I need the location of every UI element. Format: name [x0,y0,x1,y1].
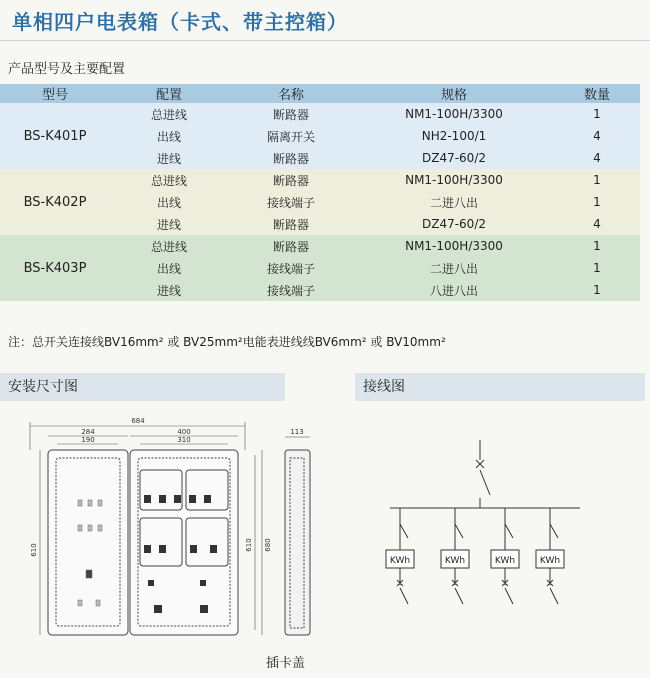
model-cell: BS-K402P [0,169,110,235]
config-cell: 进线 [110,147,228,169]
spec-cell: DZ47-60/2 [354,147,554,169]
card-cover-caption: 插卡盖 [266,656,306,671]
name-cell: 断路器 [228,235,354,257]
table-row [0,169,640,191]
qty-cell: 1 [554,191,640,213]
wiring-note: 注：总开关连接线BV16mm² 或 BV25mm²电能表进线线BV6mm² 或 BV10mm² [8,335,446,349]
page-title: 单相四户电表箱（卡式、带主控箱） [12,10,348,34]
model-cell: BS-K403P [0,235,110,301]
header-config: 配置 [110,84,228,103]
name-cell: 隔离开关 [228,125,354,147]
dim-right-inner: 310 [177,436,191,444]
install-dimension-drawing [0,410,340,650]
name-cell: 断路器 [228,103,354,125]
spec-table [0,84,640,301]
header-qty: 数量 [554,84,640,103]
dim-height-inner: 610 [30,543,38,557]
spec-cell: 八进八出 [354,279,554,301]
qty-cell: 1 [554,169,640,191]
spec-cell: 二进八出 [354,191,554,213]
install-section-header: 安装尺寸图 [0,373,285,401]
header-name: 名称 [228,84,354,103]
title-divider [0,40,650,41]
dim-side-depth: 113 [290,428,304,436]
config-cell: 总进线 [110,235,228,257]
qty-cell: 4 [554,147,640,169]
name-cell: 接线端子 [228,279,354,301]
config-cell: 总进线 [110,103,228,125]
config-cell: 出线 [110,257,228,279]
config-cell: 出线 [110,125,228,147]
name-cell: 断路器 [228,147,354,169]
config-cell: 进线 [110,279,228,301]
spec-cell: NM1-100H/3300 [354,103,554,125]
name-cell: 断路器 [228,169,354,191]
dim-left-inner: 190 [81,436,95,444]
spec-cell: NM1-100H/3300 [354,235,554,257]
qty-cell: 1 [554,103,640,125]
qty-cell: 1 [554,235,640,257]
dim-left-outer: 284 [81,428,95,436]
spec-cell: NH2-100/1 [354,125,554,147]
spec-cell: 二进八出 [354,257,554,279]
wiring-diagram [370,410,610,620]
spec-cell: DZ47-60/2 [354,213,554,235]
model-cell: BS-K401P [0,103,110,169]
name-cell: 断路器 [228,213,354,235]
meter-label: KWh [539,556,561,566]
table-header-row [0,84,640,103]
dim-height-right: 610 [245,538,253,552]
header-model: 型号 [0,84,110,103]
config-cell: 总进线 [110,169,228,191]
name-cell: 接线端子 [228,191,354,213]
config-cell: 出线 [110,191,228,213]
table-row [0,235,640,257]
qty-cell: 1 [554,257,640,279]
meter-label: KWh [494,556,516,566]
config-cell: 进线 [110,213,228,235]
qty-cell: 4 [554,213,640,235]
meter-label: KWh [389,556,411,566]
dim-right-outer: 400 [177,428,191,436]
qty-cell: 4 [554,125,640,147]
spec-cell: NM1-100H/3300 [354,169,554,191]
table-subtitle: 产品型号及主要配置 [8,62,126,77]
wiring-section-header: 接线图 [355,373,645,401]
table-row [0,103,640,125]
name-cell: 接线端子 [228,257,354,279]
header-spec: 规格 [354,84,554,103]
dim-height-outer: 680 [264,538,272,552]
meter-label: KWh [444,556,466,566]
dim-overall-width: 684 [131,417,145,425]
qty-cell: 1 [554,279,640,301]
